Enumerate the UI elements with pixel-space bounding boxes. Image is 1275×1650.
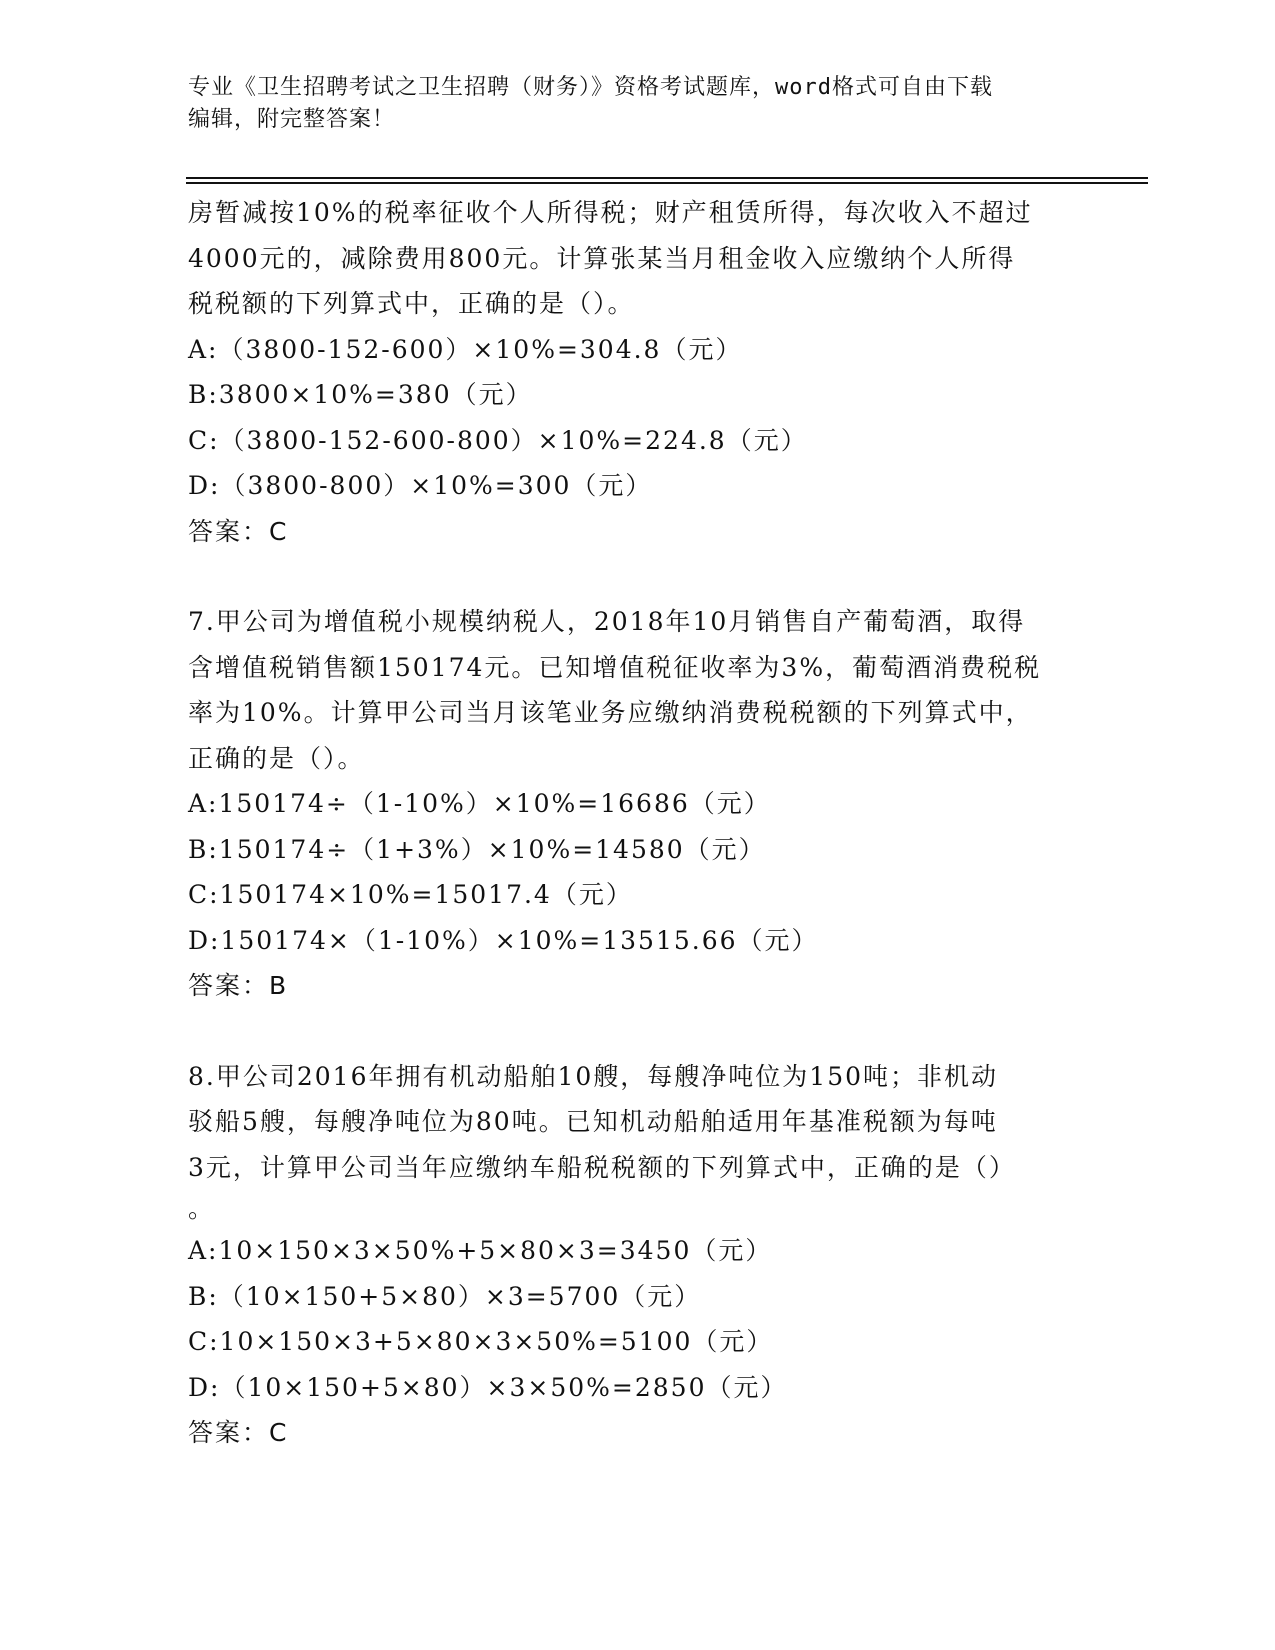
question-8 <box>188 1054 1088 1456</box>
spacer <box>188 1009 1088 1054</box>
answer: 答案：C <box>188 516 289 546</box>
option-b: B:3800×10%=380（元） <box>188 380 533 409</box>
option-d: D:（10×150+5×80）×3×50%=2850（元） <box>188 1372 788 1402</box>
question-text-line: 含增值税销售额150174元。已知增值税征收率为3%，葡萄酒消费税税 <box>188 652 1042 682</box>
option-a: A:150174÷（1-10%）×10%=16686（元） <box>188 789 771 818</box>
option-c: C:150174×10%=15017.4（元） <box>188 880 633 909</box>
question-text-line: 驳船5艘，每艘净吨位为80吨。已知机动船舶适用年基准税额为每吨 <box>188 1107 998 1136</box>
option-c: C:（3800-152-600-800）×10%=224.8（元） <box>188 425 808 455</box>
option-d: D:150174×（1-10%）×10%=13515.66（元） <box>188 925 819 955</box>
header-divider-top <box>186 177 1148 179</box>
question-text-line: 3元，计算甲公司当年应缴纳车船税税额的下列算式中，正确的是（） <box>188 1152 1016 1182</box>
answer: 答案：B <box>188 971 289 1000</box>
question-list <box>188 190 1088 1456</box>
question-text-line: 正确的是（）。 <box>188 743 365 773</box>
document-header <box>188 72 1088 136</box>
header-line-1: 专业《卫生招聘考试之卫生招聘（财务）》资格考试题库，word格式可自由下载 <box>188 75 993 100</box>
option-a: A:（3800-152-600）×10%=304.8（元） <box>188 334 743 364</box>
question-7 <box>188 599 1088 1009</box>
question-text-line: 。 <box>188 1194 216 1223</box>
question-text-line: 率为10%。计算甲公司当月该笔业务应缴纳消费税税额的下列算式中， <box>188 698 1033 727</box>
option-b: B:（10×150+5×80）×3=5700（元） <box>188 1281 702 1311</box>
question-text-line: 7.甲公司为增值税小规模纳税人，2018年10月销售自产葡萄酒，取得 <box>188 607 1026 636</box>
option-a: A:10×150×3×50%+5×80×3=3450（元） <box>188 1236 773 1265</box>
header-divider-bottom <box>186 182 1148 184</box>
option-b: B:150174÷（1+3%）×10%=14580（元） <box>188 834 766 864</box>
answer: 答案：C <box>188 1418 289 1447</box>
header-line-2: 编辑，附完整答案！ <box>188 107 396 132</box>
option-c: C:10×150×3+5×80×3×50%=5100（元） <box>188 1327 774 1356</box>
question-text-line: 房暂减按10%的税率征收个人所得税；财产租赁所得，每次收入不超过 <box>188 198 1033 227</box>
option-d: D:（3800-800）×10%=300（元） <box>188 471 653 500</box>
question-text-line: 税税额的下列算式中，正确的是（）。 <box>188 289 635 318</box>
question-text-line: 4000元的，减除费用800元。计算张某当月租金收入应缴纳个人所得 <box>188 243 1016 273</box>
question-text-line: 8.甲公司2016年拥有机动船舶10艘，每艘净吨位为150吨；非机动 <box>188 1061 999 1091</box>
question-6 <box>188 190 1088 554</box>
spacer <box>188 554 1088 599</box>
